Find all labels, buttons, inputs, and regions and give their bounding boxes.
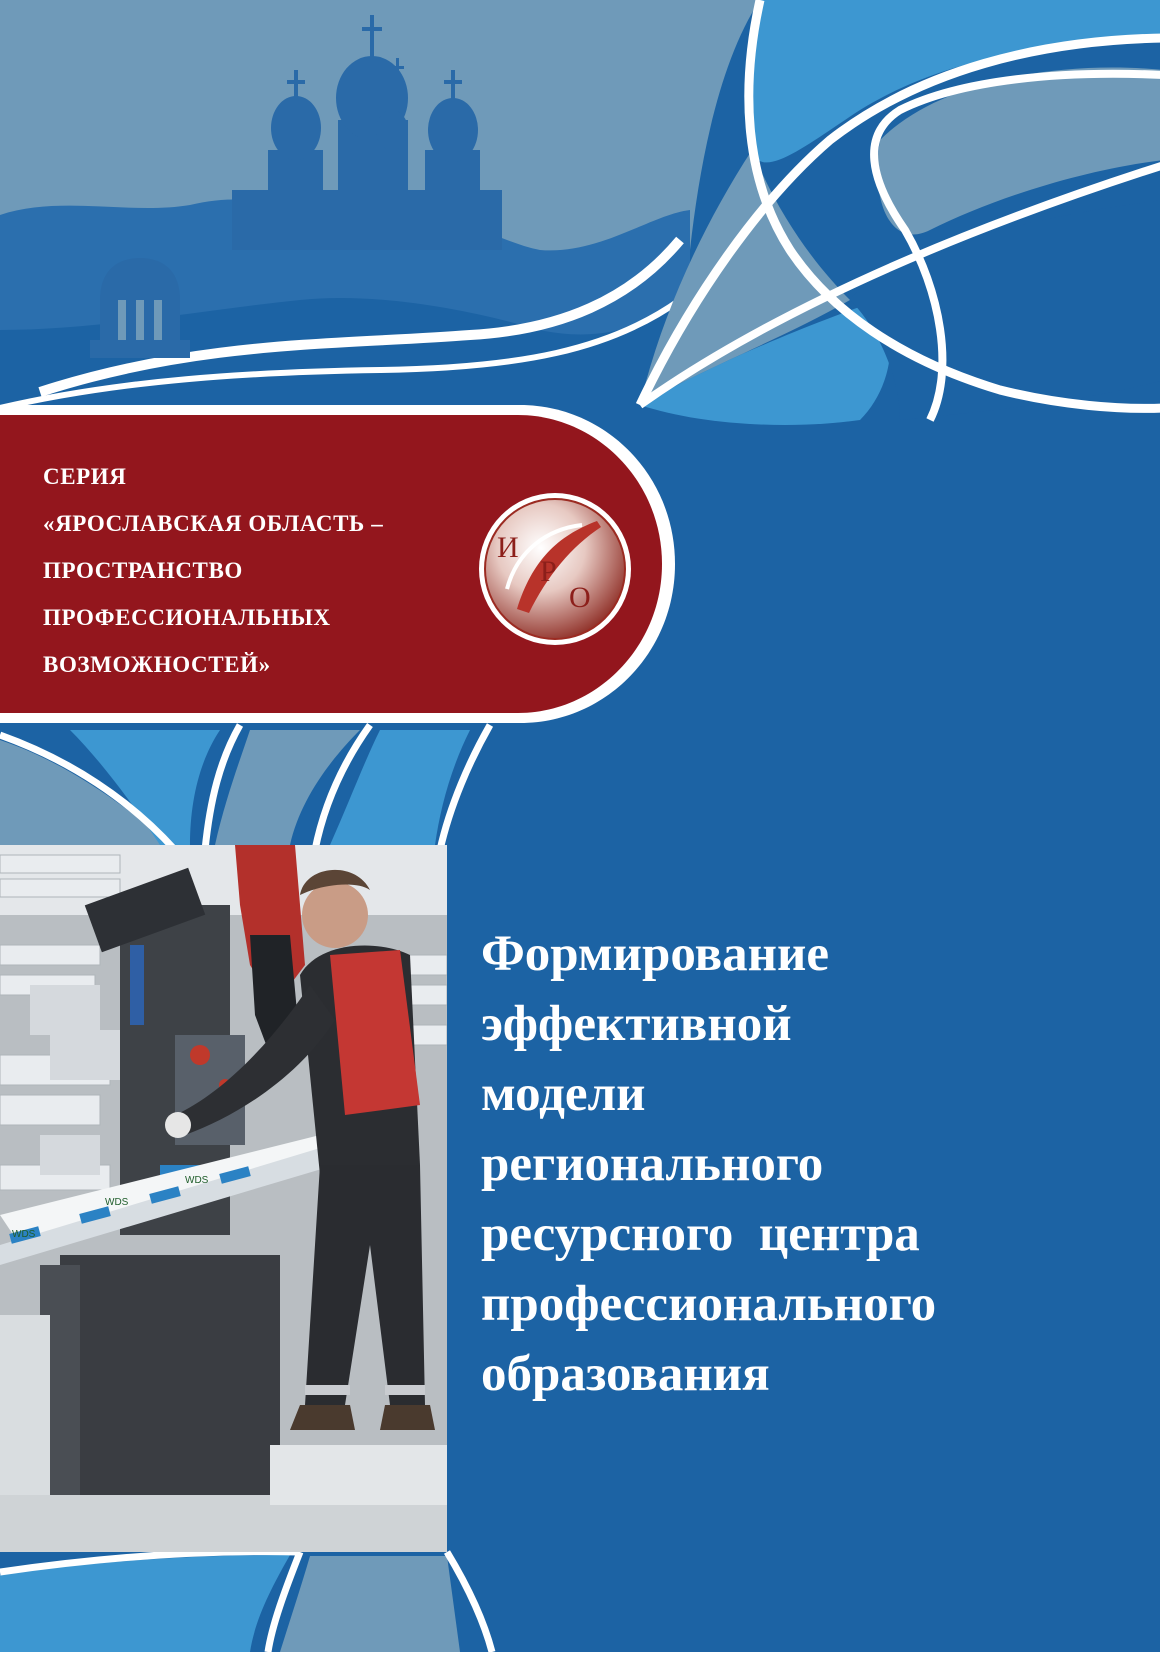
logo-letter: О bbox=[569, 581, 591, 614]
cover-photo bbox=[0, 845, 447, 1552]
series-title bbox=[43, 453, 473, 688]
title-line: профессионального bbox=[481, 1276, 937, 1332]
book-title bbox=[481, 919, 1141, 1409]
iro-logo-icon bbox=[477, 491, 633, 647]
series-line: ВОЗМОЖНОСТЕЙ» bbox=[43, 652, 271, 677]
profile-print: WDS bbox=[185, 1175, 209, 1186]
page-edge-bottom bbox=[0, 1652, 1164, 1659]
title-line: Формирование bbox=[481, 926, 830, 982]
series-line: СЕРИЯ bbox=[43, 464, 127, 489]
series-line: ПРОФЕССИОНАЛЬНЫХ bbox=[43, 605, 331, 630]
title-line: регионального bbox=[481, 1136, 824, 1192]
title-line: модели bbox=[481, 1066, 646, 1122]
title-line: ресурсного центра bbox=[481, 1206, 920, 1262]
title-line: образования bbox=[481, 1346, 770, 1402]
title-line: эффективной bbox=[481, 996, 792, 1052]
series-line: «ЯРОСЛАВСКАЯ ОБЛАСТЬ – bbox=[43, 511, 384, 536]
page-edge-right bbox=[1160, 0, 1164, 1659]
logo-letter: И bbox=[497, 531, 519, 564]
profile-print: WDS bbox=[12, 1229, 36, 1240]
profile-print: WDS bbox=[105, 1197, 129, 1208]
series-line: ПРОСТРАНСТВО bbox=[43, 558, 243, 583]
logo-letter: Р bbox=[540, 555, 557, 588]
